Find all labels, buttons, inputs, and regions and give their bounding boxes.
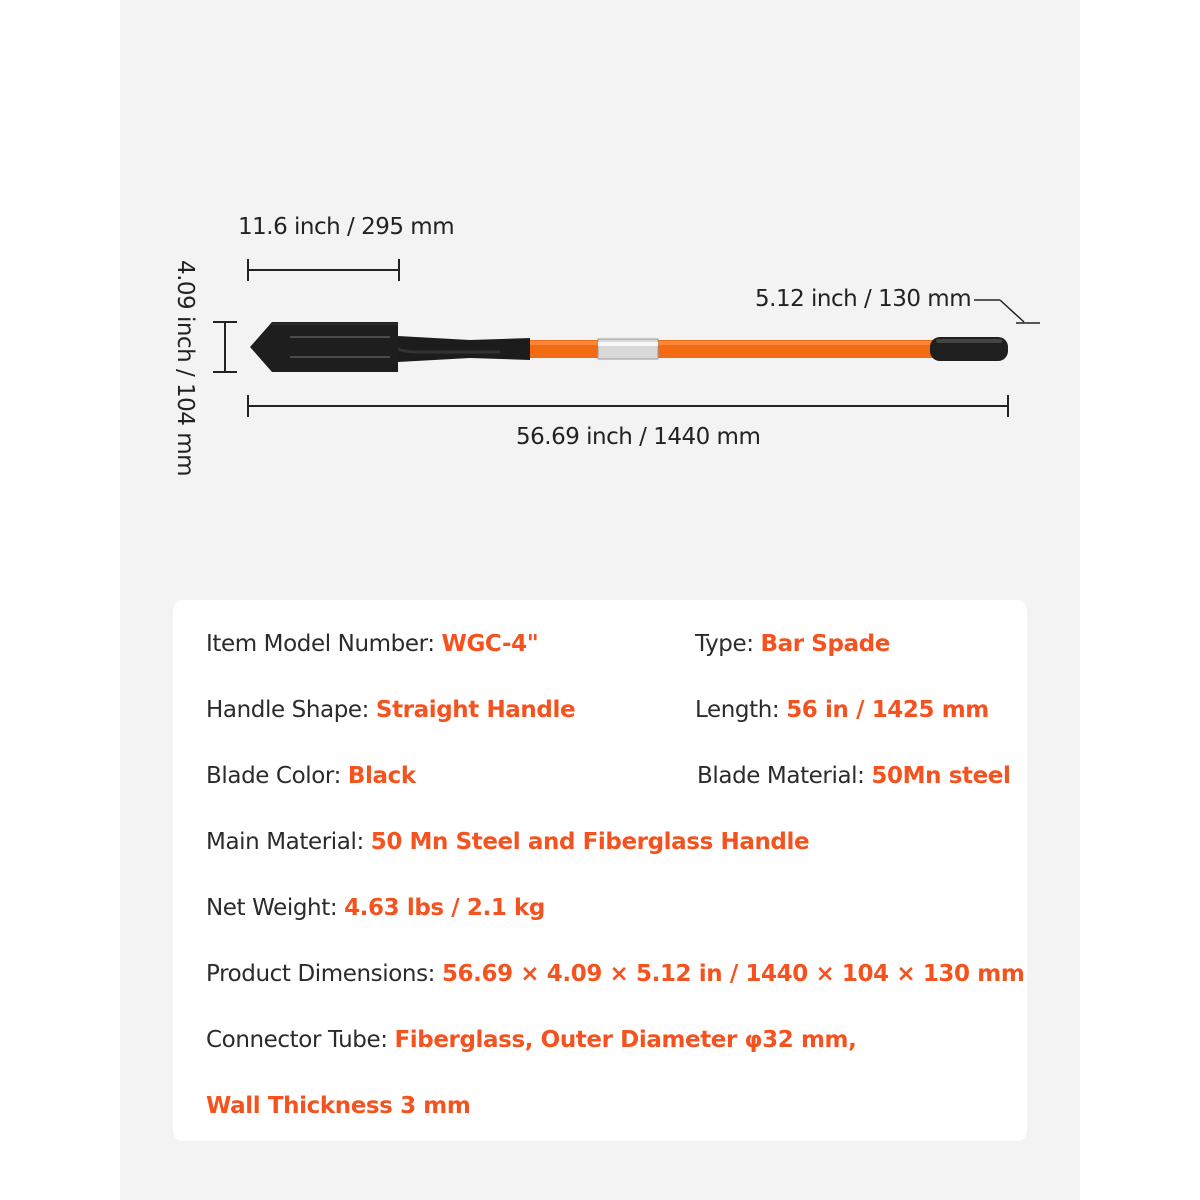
spec-label: Blade Material:	[697, 763, 872, 789]
spec-model	[206, 631, 538, 657]
spec-handle-shape	[206, 697, 575, 723]
spec-value: Black	[347, 763, 416, 789]
spec-product-dimensions	[206, 961, 1024, 987]
spec-type	[695, 631, 890, 657]
spec-value: Straight Handle	[375, 697, 576, 723]
spec-label: Connector Tube:	[206, 1027, 395, 1053]
spec-value: 56 in / 1425 mm	[786, 697, 989, 723]
spec-label: Main Material:	[206, 829, 371, 855]
spec-main-material	[206, 829, 809, 855]
spade-blade	[250, 322, 398, 372]
grip-length-label: 5.12 inch / 130 mm	[755, 286, 972, 312]
spec-label: Handle Shape:	[206, 697, 376, 723]
spec-value: Fiberglass, Outer Diameter φ32 mm,	[394, 1027, 857, 1053]
spec-label: Product Dimensions:	[206, 961, 442, 987]
spec-label: Net Weight:	[206, 895, 345, 921]
spec-length	[695, 697, 989, 723]
spec-blade-color	[206, 763, 416, 789]
grip-leader-line	[974, 300, 1040, 323]
total-length-label: 56.69 inch / 1440 mm	[516, 424, 761, 450]
spec-blade-material	[697, 763, 1010, 789]
spec-value: Bar Spade	[760, 631, 890, 657]
spec-value: WGC-4"	[441, 631, 539, 657]
spec-label: Blade Color:	[206, 763, 348, 789]
spade-neck	[380, 336, 530, 362]
blade-height-label: 4.09 inch / 104 mm	[172, 259, 198, 477]
spec-label: Item Model Number:	[206, 631, 442, 657]
total-length-dimension-line	[248, 395, 1008, 417]
blade-width-label: 11.6 inch / 295 mm	[238, 214, 455, 240]
spec-card	[173, 600, 1027, 1141]
spec-value: 50 Mn Steel and Fiberglass Handle	[370, 829, 810, 855]
blade-width-dimension-line	[248, 259, 399, 281]
spec-net-weight	[206, 895, 545, 921]
spec-value: 4.63 lbs / 2.1 kg	[344, 895, 545, 921]
spec-label: Type:	[695, 631, 761, 657]
spec-label: Length:	[695, 697, 787, 723]
spec-connector-tube	[206, 1027, 856, 1053]
spec-value: 50Mn steel	[871, 763, 1011, 789]
spec-value: 56.69 × 4.09 × 5.12 in / 1440 × 104 × 130 mm	[441, 961, 1025, 987]
blade-height-dimension-line	[213, 322, 237, 372]
spade-handle	[500, 337, 1008, 361]
spec-connector-tube-line2	[206, 1093, 470, 1119]
spec-value: Wall Thickness 3 mm	[206, 1093, 471, 1119]
